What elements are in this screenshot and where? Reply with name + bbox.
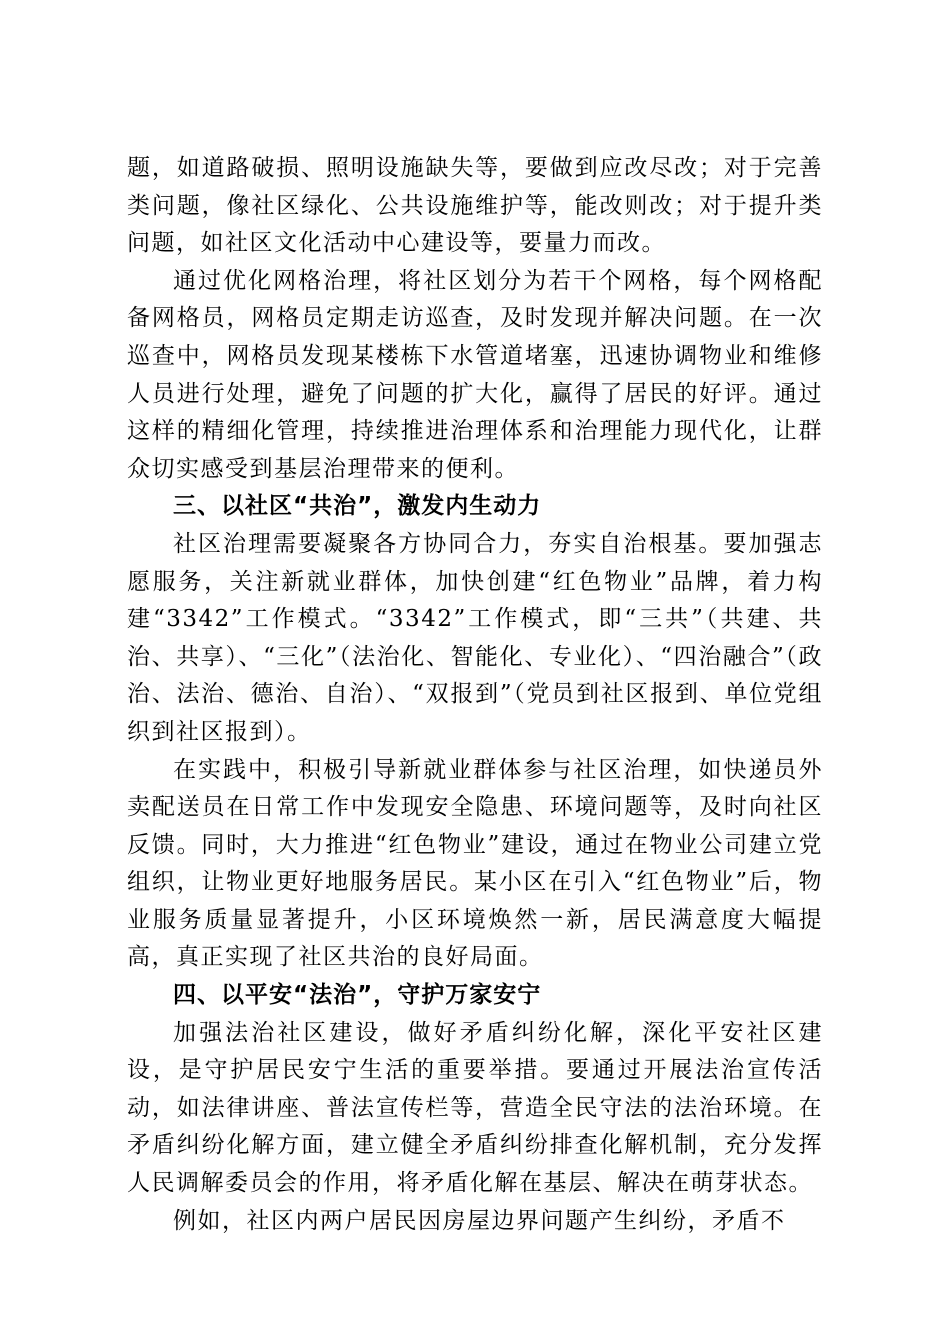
paragraph-rule-of-law: 加强法治社区建设，做好矛盾纠纷化解，深化平安社区建设，是守护居民安宁生活的重要举措。要通过开展法治宣传活动，如法律讲座、普法宣传栏等，营造全民守法的法治环境。在矛盾纠纷化解方面，建立健全矛盾纠纷排查化解机制，充分发挥人民调解委员会的作用，将矛盾化解在基层、解决在萌芽状态。 <box>127 1019 823 1197</box>
paragraph-continued: 题，如道路破损、照明设施缺失等，要做到应改尽改；对于完善类问题，像社区绿化、公共设施维护等，能改则改；对于提升类问题，如社区文化活动中心建设等，要量力而改。 <box>127 155 823 257</box>
section-heading-4: 四、以平安“法治”，守护万家安宁 <box>173 982 542 1009</box>
paragraph-practice: 在实践中，积极引导新就业群体参与社区治理，如快递员外卖配送员在日常工作中发现安全隐患、环境问题等，及时向社区反馈。同时，大力推进“红色物业”建设，通过在物业公司建立党组织，让物业更好地服务居民。某小区在引入“红色物业”后，物业服务质量显著提升，小区环境焕然一新，居民满意度大幅提高，真正实现了社区共治的良好局面。 <box>127 756 823 971</box>
paragraph-example: 例如，社区内两户居民因房屋边界问题产生纠纷，矛盾不 <box>173 1207 786 1234</box>
paragraph-grid-governance: 通过优化网格治理，将社区划分为若干个网格，每个网格配备网格员，网格员定期走访巡查，及时发现并解决问题。在一次巡查中，网格员发现某楼栋下水管道堵塞，迅速协调物业和维修人员进行处理，避免了问题的扩大化，赢得了居民的好评。通过这样的精细化管理，持续推进治理体系和治理能力现代化，让群众切实感受到基层治理带来的便利。 <box>127 267 823 482</box>
paragraph-co-governance: 社区治理需要凝聚各方协同合力，夯实自治根基。要加强志愿服务，关注新就业群体，加快创建“红色物业”品牌，着力构建“3342”工作模式。“3342”工作模式，即“三共”（共建、共治、共享）、“三化”（法治化、智能化、专业化）、“四治融合”（政治、法治、德治、自治）、“双报到”（党员到社区报到、单位党组织到社区报到）。 <box>127 530 823 745</box>
section-heading-3: 三、以社区“共治”，激发内生动力 <box>173 493 542 520</box>
document-body <box>127 150 823 1240</box>
